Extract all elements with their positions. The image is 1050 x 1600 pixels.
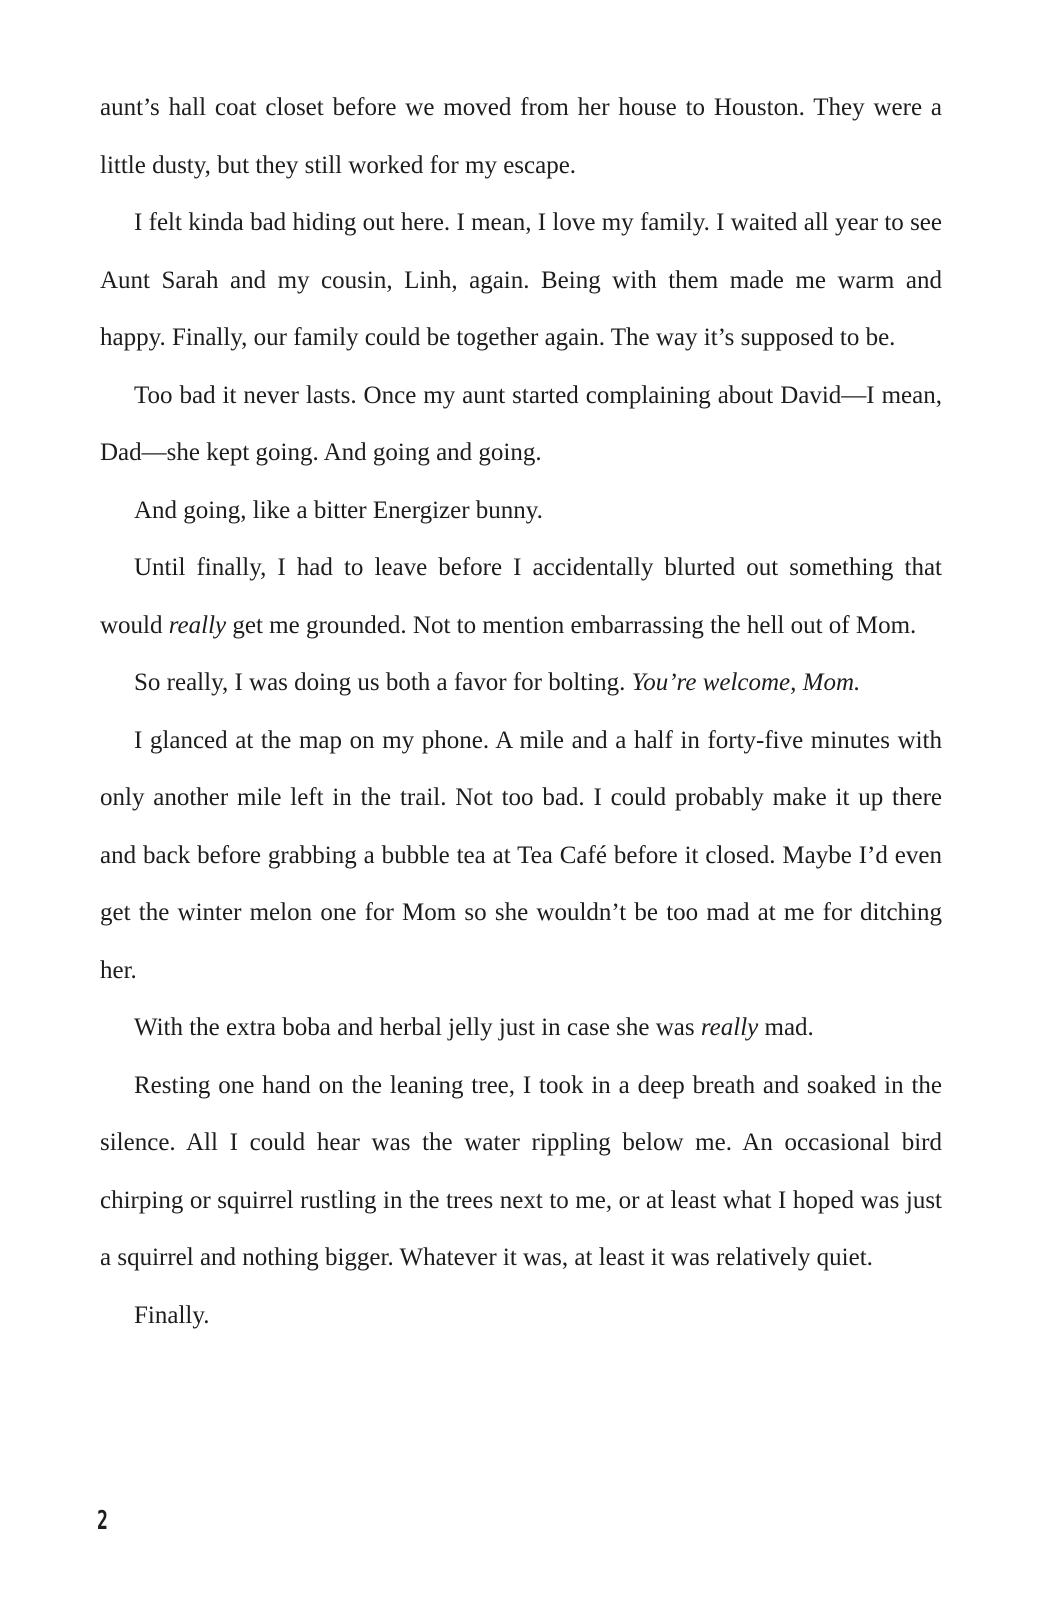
body-paragraph	[100, 482, 942, 540]
italic-text: really	[168, 611, 227, 639]
body-paragraph	[100, 712, 942, 1000]
paragraph-text: aunt’s hall coat closet before we moved from her house to Houston. They were a little dusty, but they still worked for my escape.	[100, 94, 942, 179]
paragraph-text: I felt kinda bad hiding out here. I mean, I love my family. I waited all year to see Aunt Sarah and my cousin, Linh, again. Being with them made me warm and happy. Finally, our family could be together again. The way it’s supposed to be.	[100, 209, 942, 351]
body-paragraph	[100, 1287, 942, 1345]
paragraph-text: Too bad it never lasts. Once my aunt started complaining about David—I mean, Dad—she kept going. And going and going.	[100, 381, 942, 466]
body-paragraph	[100, 367, 942, 482]
body-paragraph	[100, 654, 942, 712]
body-paragraph	[100, 999, 942, 1057]
page-number: 2	[97, 1506, 108, 1536]
body-paragraph	[100, 539, 942, 654]
paragraph-text: mad.	[758, 1014, 814, 1041]
paragraph-text: And going, like a bitter Energizer bunny.	[134, 496, 543, 524]
body-paragraph	[100, 194, 942, 367]
body-paragraph	[100, 1057, 942, 1287]
paragraph-text: So really, I was doing us both a favor for bolting.	[134, 669, 632, 696]
page-body	[100, 79, 942, 1344]
paragraph-text: Finally.	[134, 1301, 210, 1329]
italic-text: really	[700, 1014, 759, 1041]
paragraph-text: Resting one hand on the leaning tree, I took in a deep breath and soaked in the silence. All I could hear was the water rippling below me. An occasional bird chirping or squirrel rustling in the trees next to me, or at least what I hoped was just a squirrel and nothing bigger. Whatever it was, at least it was relatively quiet.	[100, 1071, 942, 1271]
paragraph-text: I glanced at the map on my phone. A mile and a half in forty-five minutes with only another mile left in the trail. Not too bad. I could probably make it up there and back before grabbing a bubble tea at Tea Café before it closed. Maybe I’d even get the winter melon one for Mom so she wouldn’t be too mad at me for ditching her.	[100, 726, 942, 984]
body-paragraph	[100, 79, 942, 194]
paragraph-text: get me grounded. Not to mention embarrassing the hell out of Mom.	[226, 611, 917, 639]
paragraph-text: With the extra boba and herbal jelly just in case she was	[134, 1014, 701, 1041]
paragraph-text: Until finally, I had to leave before I accidentally blurted out something that would	[100, 554, 942, 639]
italic-text: You’re welcome, Mom.	[631, 669, 861, 696]
